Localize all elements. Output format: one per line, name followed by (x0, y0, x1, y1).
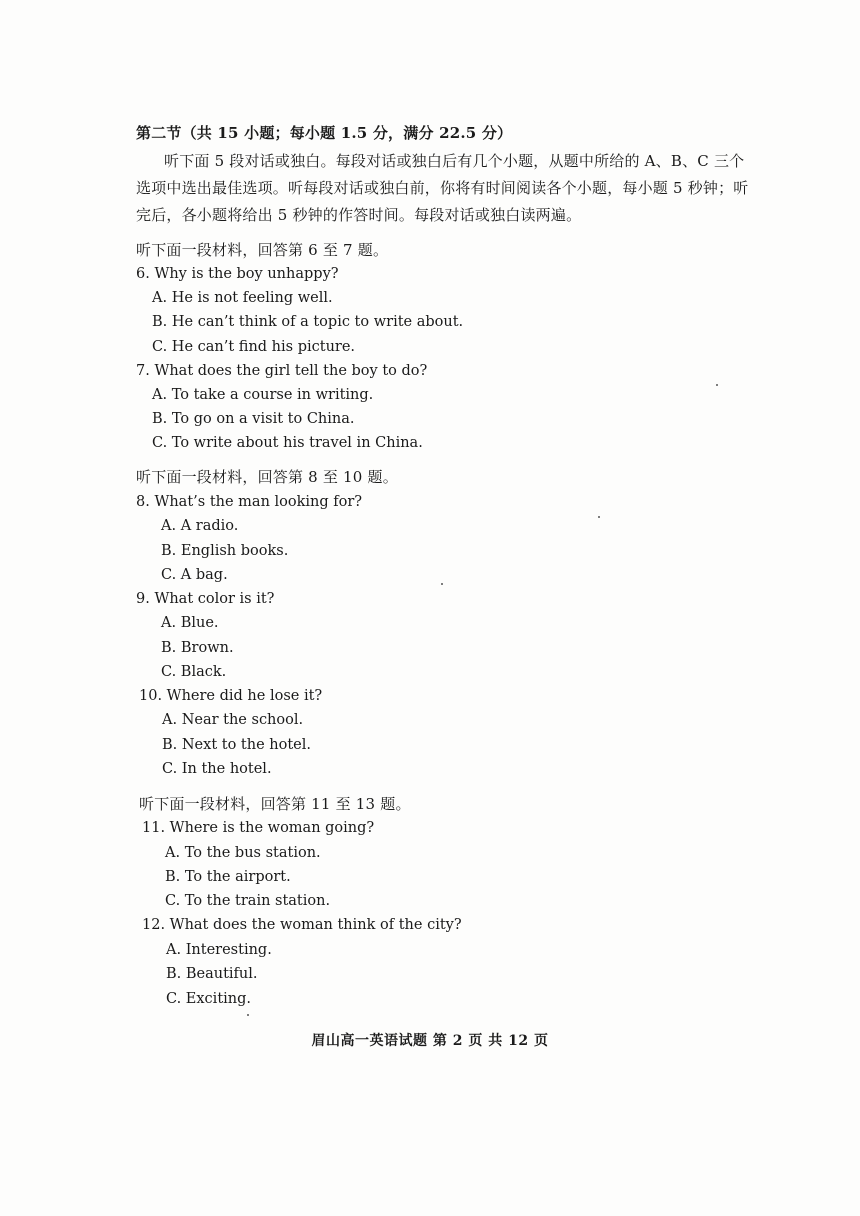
option-b: B. Beautiful. (166, 966, 258, 982)
option-c: C. In the hotel. (162, 761, 272, 777)
section-title: 第二节（共 15 小题；每小题 1.5 分，满分 22.5 分） (136, 124, 513, 142)
option-b: B. He can’t think of a topic to write about. (152, 314, 464, 330)
option-b: B. Brown. (161, 640, 234, 656)
question-stem: 7. What does the girl tell the boy to do? (136, 363, 428, 379)
question-stem: 12. What does the woman think of the city? (142, 917, 462, 933)
question-stem: 10. Where did he lose it? (139, 688, 323, 704)
group-intro: 听下面一段材料，回答第 8 至 10 题。 (136, 468, 398, 486)
option-c: C. To write about his travel in China. (152, 435, 423, 451)
option-a: A. He is not feeling well. (152, 290, 333, 306)
option-a: A. Near the school. (162, 712, 304, 728)
scan-speck (598, 516, 600, 518)
option-c: C. To the train station. (165, 893, 331, 909)
option-b: B. To go on a visit to China. (152, 411, 355, 427)
option-a: A. Blue. (161, 615, 219, 631)
option-a: A. A radio. (161, 518, 239, 534)
scan-speck (441, 583, 443, 585)
option-b: B. English books. (161, 543, 289, 559)
page-footer: 眉山高一英语试题 第 2 页 共 12 页 (311, 1033, 549, 1049)
option-a: A. To take a course in writing. (152, 387, 374, 403)
instruction-line-1: 听下面 5 段对话或独白。每段对话或独白后有几个小题，从题中所给的 A、B、C 三个 (164, 152, 745, 170)
option-b: B. To the airport. (165, 869, 291, 885)
scan-speck (247, 1014, 249, 1016)
option-a: A. To the bus station. (165, 845, 321, 861)
scan-speck (716, 384, 718, 386)
option-b: B. Next to the hotel. (162, 737, 312, 753)
group-intro: 听下面一段材料，回答第 11 至 13 题。 (139, 795, 411, 813)
group-intro: 听下面一段材料，回答第 6 至 7 题。 (136, 241, 389, 259)
question-stem: 6. Why is the boy unhappy? (136, 266, 339, 282)
instruction-line-3: 完后，各小题将给出 5 秒钟的作答时间。每段对话或独白读两遍。 (136, 206, 582, 224)
option-a: A. Interesting. (166, 942, 272, 958)
question-stem: 9. What color is it? (136, 591, 275, 607)
option-c: C. Exciting. (166, 991, 252, 1007)
option-c: C. He can’t find his picture. (152, 339, 356, 355)
question-stem: 8. What’s the man looking for? (136, 494, 363, 510)
question-stem: 11. Where is the woman going? (142, 820, 375, 836)
option-c: C. A bag. (161, 567, 228, 583)
instruction-line-2: 选项中选出最佳选项。听每段对话或独白前，你将有时间阅读各个小题，每小题 5 秒钟；听 (136, 179, 749, 197)
option-c: C. Black. (161, 664, 227, 680)
